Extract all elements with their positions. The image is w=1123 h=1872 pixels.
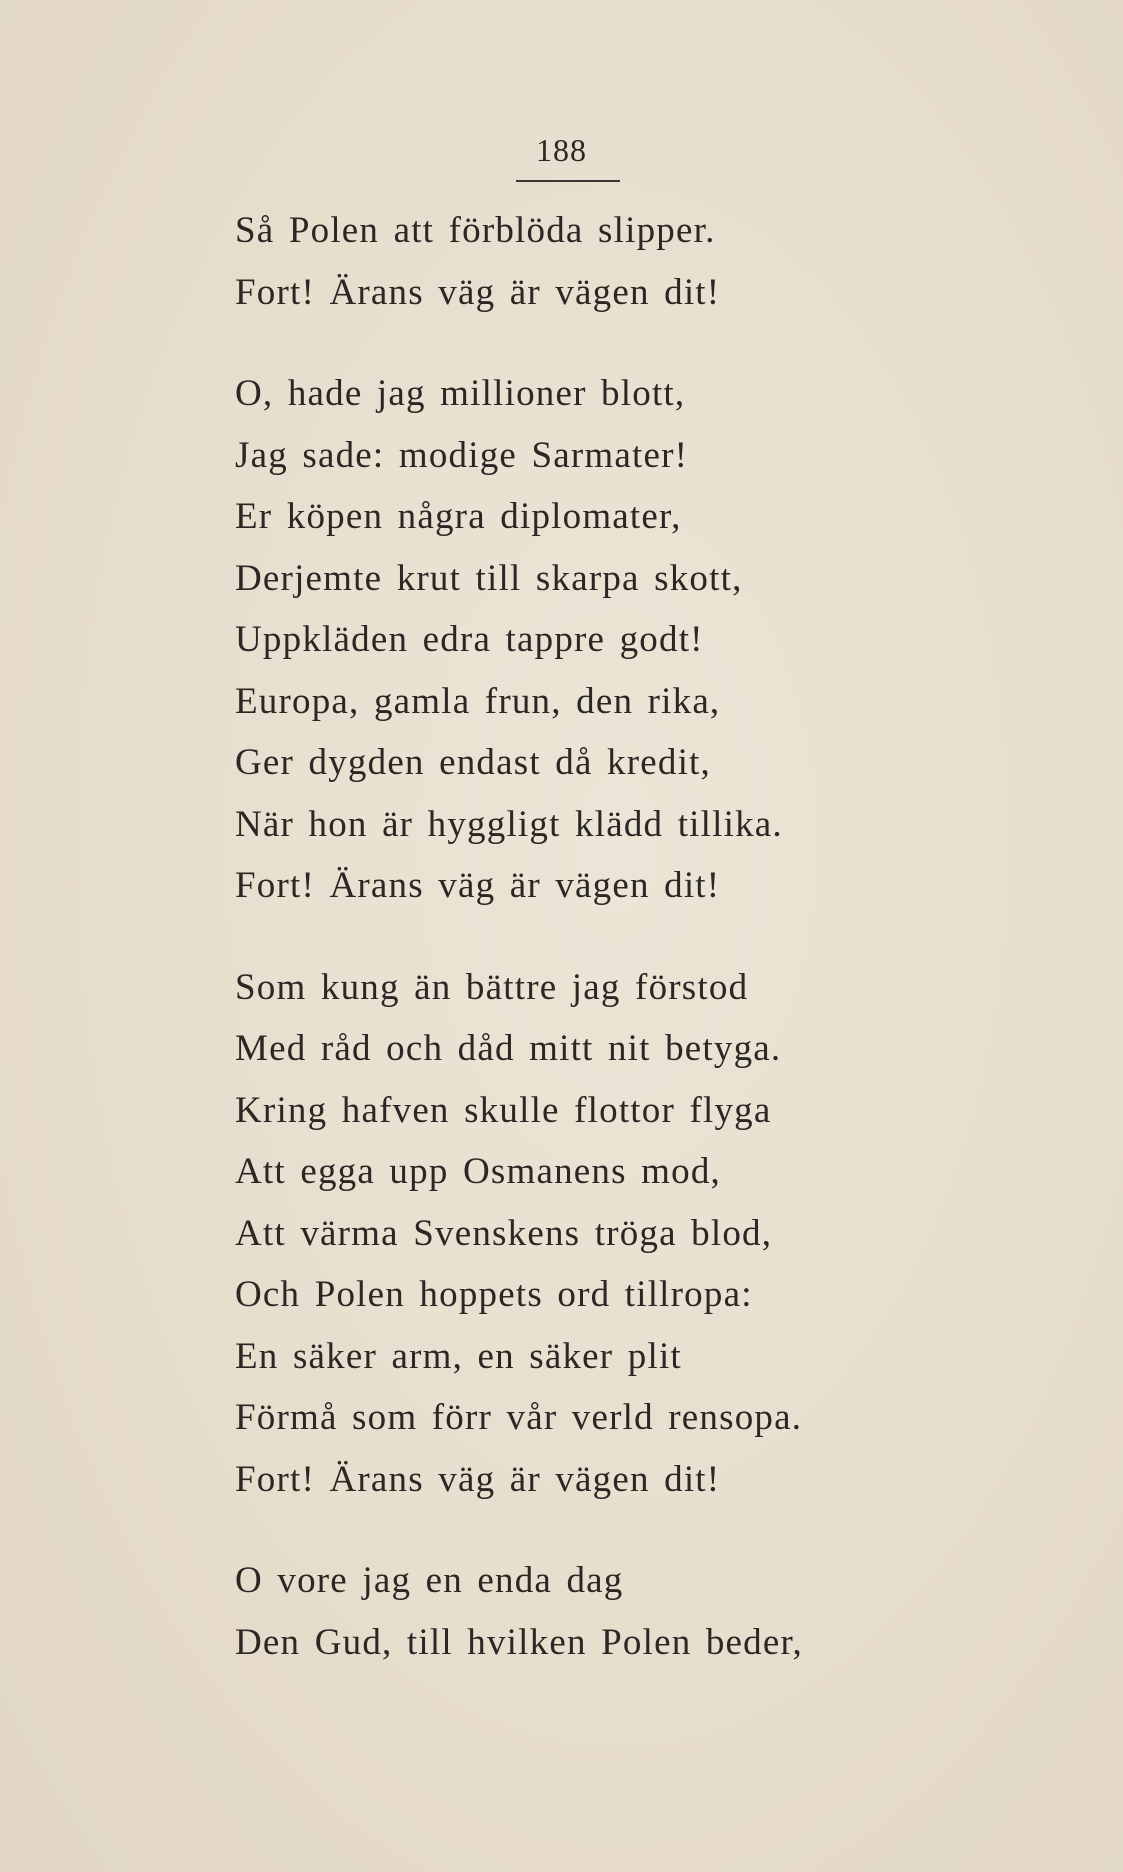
poem-line: Ger dygden endast då kredit, [235,742,711,783]
poem-line: Den Gud, till hvilken Polen beder, [235,1621,803,1663]
poem-text [235,200,1095,1713]
page-number: 188 [536,132,587,168]
poem-line: Uppkläden edra tappre godt! [235,619,704,660]
poem-line: Fort! Ärans väg är vägen dit! [235,865,721,906]
poem-line: Som kung än bättre jag förstod [235,966,749,1008]
poem-line: Att värma Svenskens tröga blod, [235,1212,773,1254]
poem-line: Så Polen att förblöda slipper. [235,210,716,251]
poem-line: När hon är hyggligt klädd tillika. [235,803,783,845]
poem-line: Med råd och dåd mitt nit betyga. [235,1028,782,1069]
poem-line: Europa, gamla frun, den rika, [235,680,721,722]
poem-line: Er köpen några diplomater, [235,496,682,537]
poem-line: Jag sade: modige Sarmater! [235,434,689,476]
page-number-rule [516,180,620,182]
poem-line: Att egga upp Osmanens mod, [235,1151,721,1192]
poem-line: Fort! Ärans väg är vägen dit! [235,271,721,313]
poem-line: Kring hafven skulle flottor flyga [235,1089,772,1131]
poem-line: Fort! Ärans väg är vägen dit! [235,1458,721,1500]
poem-line: Och Polen hoppets ord tillropa: [235,1274,753,1315]
stanza [235,1550,1095,1673]
poem-line: Förmå som förr vår verld rensopa. [235,1397,803,1438]
stanza [235,363,1095,917]
stanza [235,957,1095,1511]
poem-line: En säker arm, en säker plit [235,1335,682,1377]
stanza [235,200,1095,323]
poem-line: Derjemte krut till skarpa skott, [235,557,743,599]
poem-line: O, hade jag millioner blott, [235,373,686,414]
poem-line: O vore jag en enda dag [235,1560,624,1601]
